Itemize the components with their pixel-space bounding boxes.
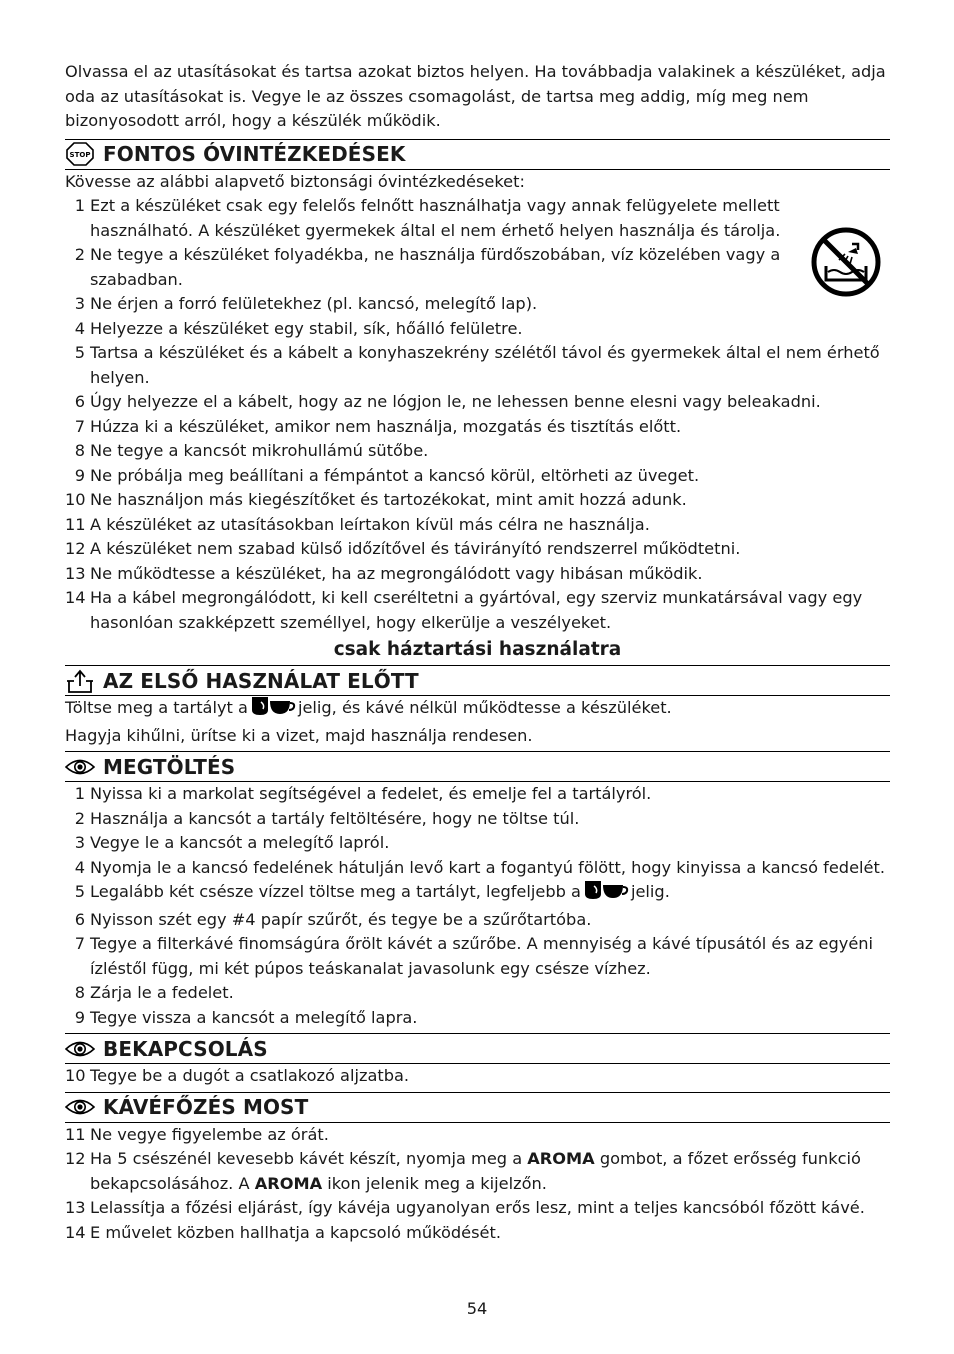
eye-icon: [65, 1040, 95, 1058]
list-item: 14 Ha a kábel megrongálódott, ki kell cseréltetni a gyártóval, egy szerviz munkatársával vagy egy hasonlóan szakképzett személlyel, hogy elkerülje a veszélyeket.: [65, 588, 863, 632]
list-item: 8 Ne tegye a kancsót mikrohullámú sütőbe.: [74, 441, 429, 460]
list-item: 8 Zárja le a fedelet.: [74, 983, 234, 1002]
two-cups-icon: [250, 696, 296, 724]
list-item: 3 Vegye le a kancsót a melegítő lapról.: [74, 833, 390, 852]
list-item: 11 A készüléket az utasításokban leírtakon kívül más célra ne használja.: [65, 514, 650, 534]
list-item: 3 Ne érjen a forró felületekhez (pl. kancsó, melegítő lap).: [74, 294, 538, 313]
first-use-line1: Töltse meg a tartályt a jelig, és kávé nélkül működtesse a készüléket.: [65, 696, 890, 724]
switch-on-title: BEKAPCSOLÁS: [103, 1036, 268, 1061]
list-item: 5 Legalább két csésze vízzel töltse meg a tartályt, legfeljebb a jelig.: [65, 880, 890, 908]
brewing-header: [65, 1092, 890, 1123]
filling-header: [65, 751, 890, 782]
list-item: 4 Nyomja le a kancsó fedelének hátulján levő kart a fogantyú fölött, hogy kinyissa a kancsó fedelét.: [74, 857, 885, 877]
switch-on-list: [65, 1064, 890, 1089]
list-item: 12 A készüléket nem szabad külső időzítővel és távirányító rendszerrel működtetni.: [65, 539, 741, 558]
household-note: csak háztartási használatra: [333, 639, 622, 660]
list-item: 13 Ne működtesse a készüléket, ha az megrongálódott vagy hibásan működik.: [65, 563, 703, 583]
list-item: 12 Ha 5 csészénél kevesebb kávét készít, nyomja meg a AROMA gombot, a főzet erősség funkció bekapcsolásához. A AROMA ikon jelenik meg a kijelzőn.: [65, 1149, 861, 1193]
filling-title: MEGTÖLTÉS: [103, 754, 236, 779]
list-item: 13 Lelassítja a főzési eljárást, így kávéja ugyanolyan erős lesz, mint a teljes kancsóból főzött kávé.: [65, 1198, 865, 1217]
list-item: 14 E művelet közben hallhatja a kapcsoló működését.: [65, 1222, 501, 1242]
first-use-line2: Hagyja kihűlni, ürítse ki a vizet, majd használja rendesen.: [65, 725, 533, 745]
unpack-box-icon: [65, 668, 95, 694]
list-item: 4 Helyezze a készüléket egy stabil, sík, hőálló felületre.: [74, 318, 523, 338]
svg-text:STOP: STOP: [69, 151, 91, 159]
no-bath-water-icon: [810, 226, 882, 302]
list-item: 7 Tegye a filterkávé finomságúra őrölt kávét a szűrőbe. A mennyiség a kávé típusától és az egyéni ízléstől függ, mi két púpos teáskanalat javasolunk egy csésze vízhez.: [74, 934, 874, 978]
list-item: 1 Ezt a készüléket csak egy felelős felnőtt használhatja vagy annak felügyelete mellett használható. A készüléket gyermekek által el nem érhető helyen használja és tárolja.: [74, 196, 781, 240]
list-item: 10 Tegye be a dugót a csatlakozó aljzatba.: [65, 1066, 410, 1085]
list-item: 10 Ne használjon más kiegészítőket és tartozékokat, mint amit hozzá adunk.: [65, 490, 687, 509]
brewing-list: [65, 1123, 890, 1246]
list-item: 9 Ne próbálja meg beállítani a fémpántot a kancsó körül, eltörheti az üveget.: [74, 465, 700, 485]
eye-icon: [65, 1098, 95, 1116]
first-use-title: AZ ELSŐ HASZNÁLAT ELŐTT: [103, 668, 419, 693]
two-cups-icon: [583, 880, 629, 908]
safety-list: [65, 194, 890, 635]
stop-icon: [65, 142, 95, 166]
list-item: 6 Úgy helyezze el a kábelt, hogy az ne lógjon le, ne lehessen benne elesni vagy beleakadni.: [74, 392, 821, 411]
list-item: 11 Ne vegye figyelembe az órát.: [65, 1124, 329, 1144]
brewing-title: KÁVÉFŐZÉS MOST: [103, 1095, 309, 1119]
switch-on-header: [65, 1033, 890, 1064]
list-item: 7 Húzza ki a készüléket, amikor nem használja, mozgatás és tisztítás előtt.: [74, 416, 682, 436]
list-item: 5 Tartsa a készüléket és a kábelt a konyhaszekrény szélétől távol és gyermekek által el nem érhető helyen.: [74, 343, 880, 387]
page-number: 54: [466, 1299, 488, 1318]
list-item: 1 Nyissa ki a markolat segítségével a fedelet, és emelje fel a tartályról.: [74, 784, 652, 803]
safety-lead: Kövesse az alábbi alapvető biztonsági óvintézkedéseket:: [65, 171, 525, 191]
list-item: 6 Nyisson szét egy #4 papír szűrőt, és tegye be a szűrőtartóba.: [74, 909, 592, 929]
filling-list: [65, 782, 890, 1030]
list-item: 2 Használja a kancsót a tartály feltöltésére, hogy ne töltse túl.: [74, 808, 580, 828]
safety-header: [65, 139, 890, 170]
intro-paragraph: Olvassa el az utasításokat és tartsa azokat biztos helyen. Ha továbbadja valakinek a készüléket, adja oda az utasításokat is. Vegye le az összes csomagolást, de tartsa meg addig, míg meg nem bizonyosodott arról, hogy a készülék működik.: [65, 62, 886, 130]
list-item: 2 Ne tegye a készüléket folyadékba, ne használja fürdőszobában, víz közelében vagy a szabadban.: [74, 245, 781, 289]
eye-icon: [65, 758, 95, 776]
manual-page: [65, 60, 890, 1245]
first-use-header: [65, 665, 890, 696]
list-item: 9 Tegye vissza a kancsót a melegítő lapra.: [74, 1007, 418, 1027]
safety-title: FONTOS ÓVINTÉZKEDÉSEK: [103, 142, 406, 166]
